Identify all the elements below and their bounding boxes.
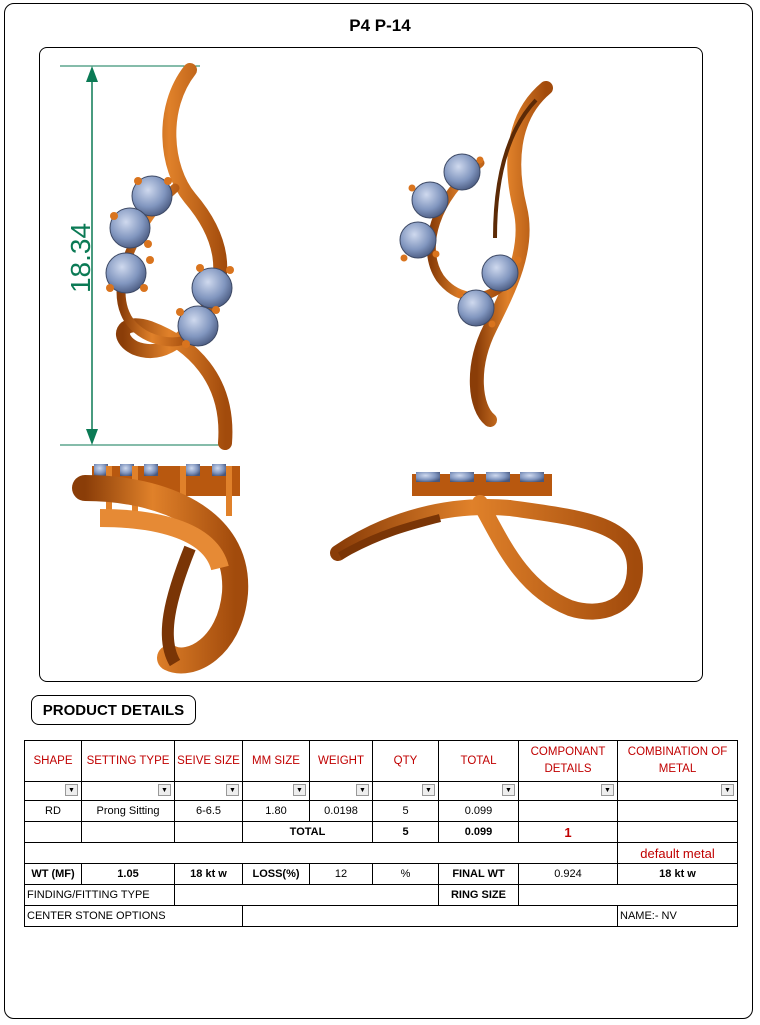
wt-label: WT (MF): [25, 864, 82, 885]
product-details-label: PRODUCT DETAILS: [31, 695, 196, 725]
product-render: [40, 48, 703, 682]
filter-cell: [175, 782, 243, 801]
page-title: P4 P-14: [349, 16, 411, 35]
dropdown-arrow-icon[interactable]: ▼: [65, 784, 78, 796]
cell-qty: 5: [373, 801, 439, 822]
dropdown-arrow-icon[interactable]: ▼: [293, 784, 306, 796]
center-stone-value[interactable]: [243, 906, 618, 927]
bottom-left-view: [85, 464, 240, 663]
header-component-details: COMPONANT DETAILS: [519, 741, 618, 782]
cell-empty: [175, 822, 243, 843]
default-metal: default metal: [618, 843, 738, 864]
filter-cell: [25, 782, 82, 801]
finding-value[interactable]: [175, 885, 439, 906]
percent-sign: %: [373, 864, 439, 885]
dropdown-arrow-icon[interactable]: ▼: [356, 784, 369, 796]
dropdown-arrow-icon[interactable]: ▼: [226, 784, 239, 796]
filter-cell: [310, 782, 373, 801]
header-seive-size: SEIVE SIZE: [175, 741, 243, 782]
filter-cell: [373, 782, 439, 801]
ring-size-value[interactable]: [519, 885, 738, 906]
cell-total: 0.099: [439, 801, 519, 822]
dimension-indicator: [60, 66, 220, 445]
cell-mm: 1.80: [243, 801, 310, 822]
final-kt-value: 18 kt w: [618, 864, 738, 885]
dropdown-arrow-icon[interactable]: ▼: [601, 784, 614, 796]
header-total: TOTAL: [439, 741, 519, 782]
filter-cell: [82, 782, 175, 801]
filter-cell: [618, 782, 738, 801]
total-qty: 5: [373, 822, 439, 843]
bottom-right-view: [338, 472, 635, 612]
dropdown-arrow-icon[interactable]: ▼: [721, 784, 734, 796]
spacer-row: [25, 843, 618, 864]
cell-setting: Prong Sitting: [82, 801, 175, 822]
kt-value: 18 kt w: [175, 864, 243, 885]
cell-component: [519, 801, 618, 822]
cell-empty: [82, 822, 175, 843]
filter-cell: [243, 782, 310, 801]
cell-seive: 6-6.5: [175, 801, 243, 822]
front-view: [106, 70, 234, 443]
cell-empty: [618, 822, 738, 843]
component-count: 1: [519, 822, 618, 843]
cell-weight: 0.0198: [310, 801, 373, 822]
total-label: TOTAL: [243, 822, 373, 843]
cell-metal: [618, 801, 738, 822]
cell-shape: RD: [25, 801, 82, 822]
filter-cell: [439, 782, 519, 801]
center-stone-label: CENTER STONE OPTIONS: [25, 906, 243, 927]
header-setting-type: SETTING TYPE: [82, 741, 175, 782]
header-mm-size: MM SIZE: [243, 741, 310, 782]
final-wt-label: FINAL WT: [439, 864, 519, 885]
header-weight: WEIGHT: [310, 741, 373, 782]
wt-value: 1.05: [82, 864, 175, 885]
header-shape: SHAPE: [25, 741, 82, 782]
header-combination-of-metal: COMBINATION OF METAL: [618, 741, 738, 782]
cell-empty: [25, 822, 82, 843]
filter-funnel-icon[interactable]: ▼: [502, 784, 515, 796]
filter-funnel-icon[interactable]: ▼: [422, 784, 435, 796]
loss-label: LOSS(%): [243, 864, 310, 885]
final-wt-value: 0.924: [519, 864, 618, 885]
dropdown-arrow-icon[interactable]: ▼: [158, 784, 171, 796]
product-image-frame: [39, 47, 703, 682]
name-label: NAME:- NV: [618, 906, 738, 927]
spec-table: [24, 740, 738, 927]
side-view: [400, 88, 546, 420]
ring-size-label: RING SIZE: [439, 885, 519, 906]
dimension-value: 18.34: [65, 222, 96, 294]
filter-cell: [519, 782, 618, 801]
finding-label: FINDING/FITTING TYPE: [25, 885, 175, 906]
total-weight: 0.099: [439, 822, 519, 843]
loss-value: 12: [310, 864, 373, 885]
header-qty: QTY: [373, 741, 439, 782]
